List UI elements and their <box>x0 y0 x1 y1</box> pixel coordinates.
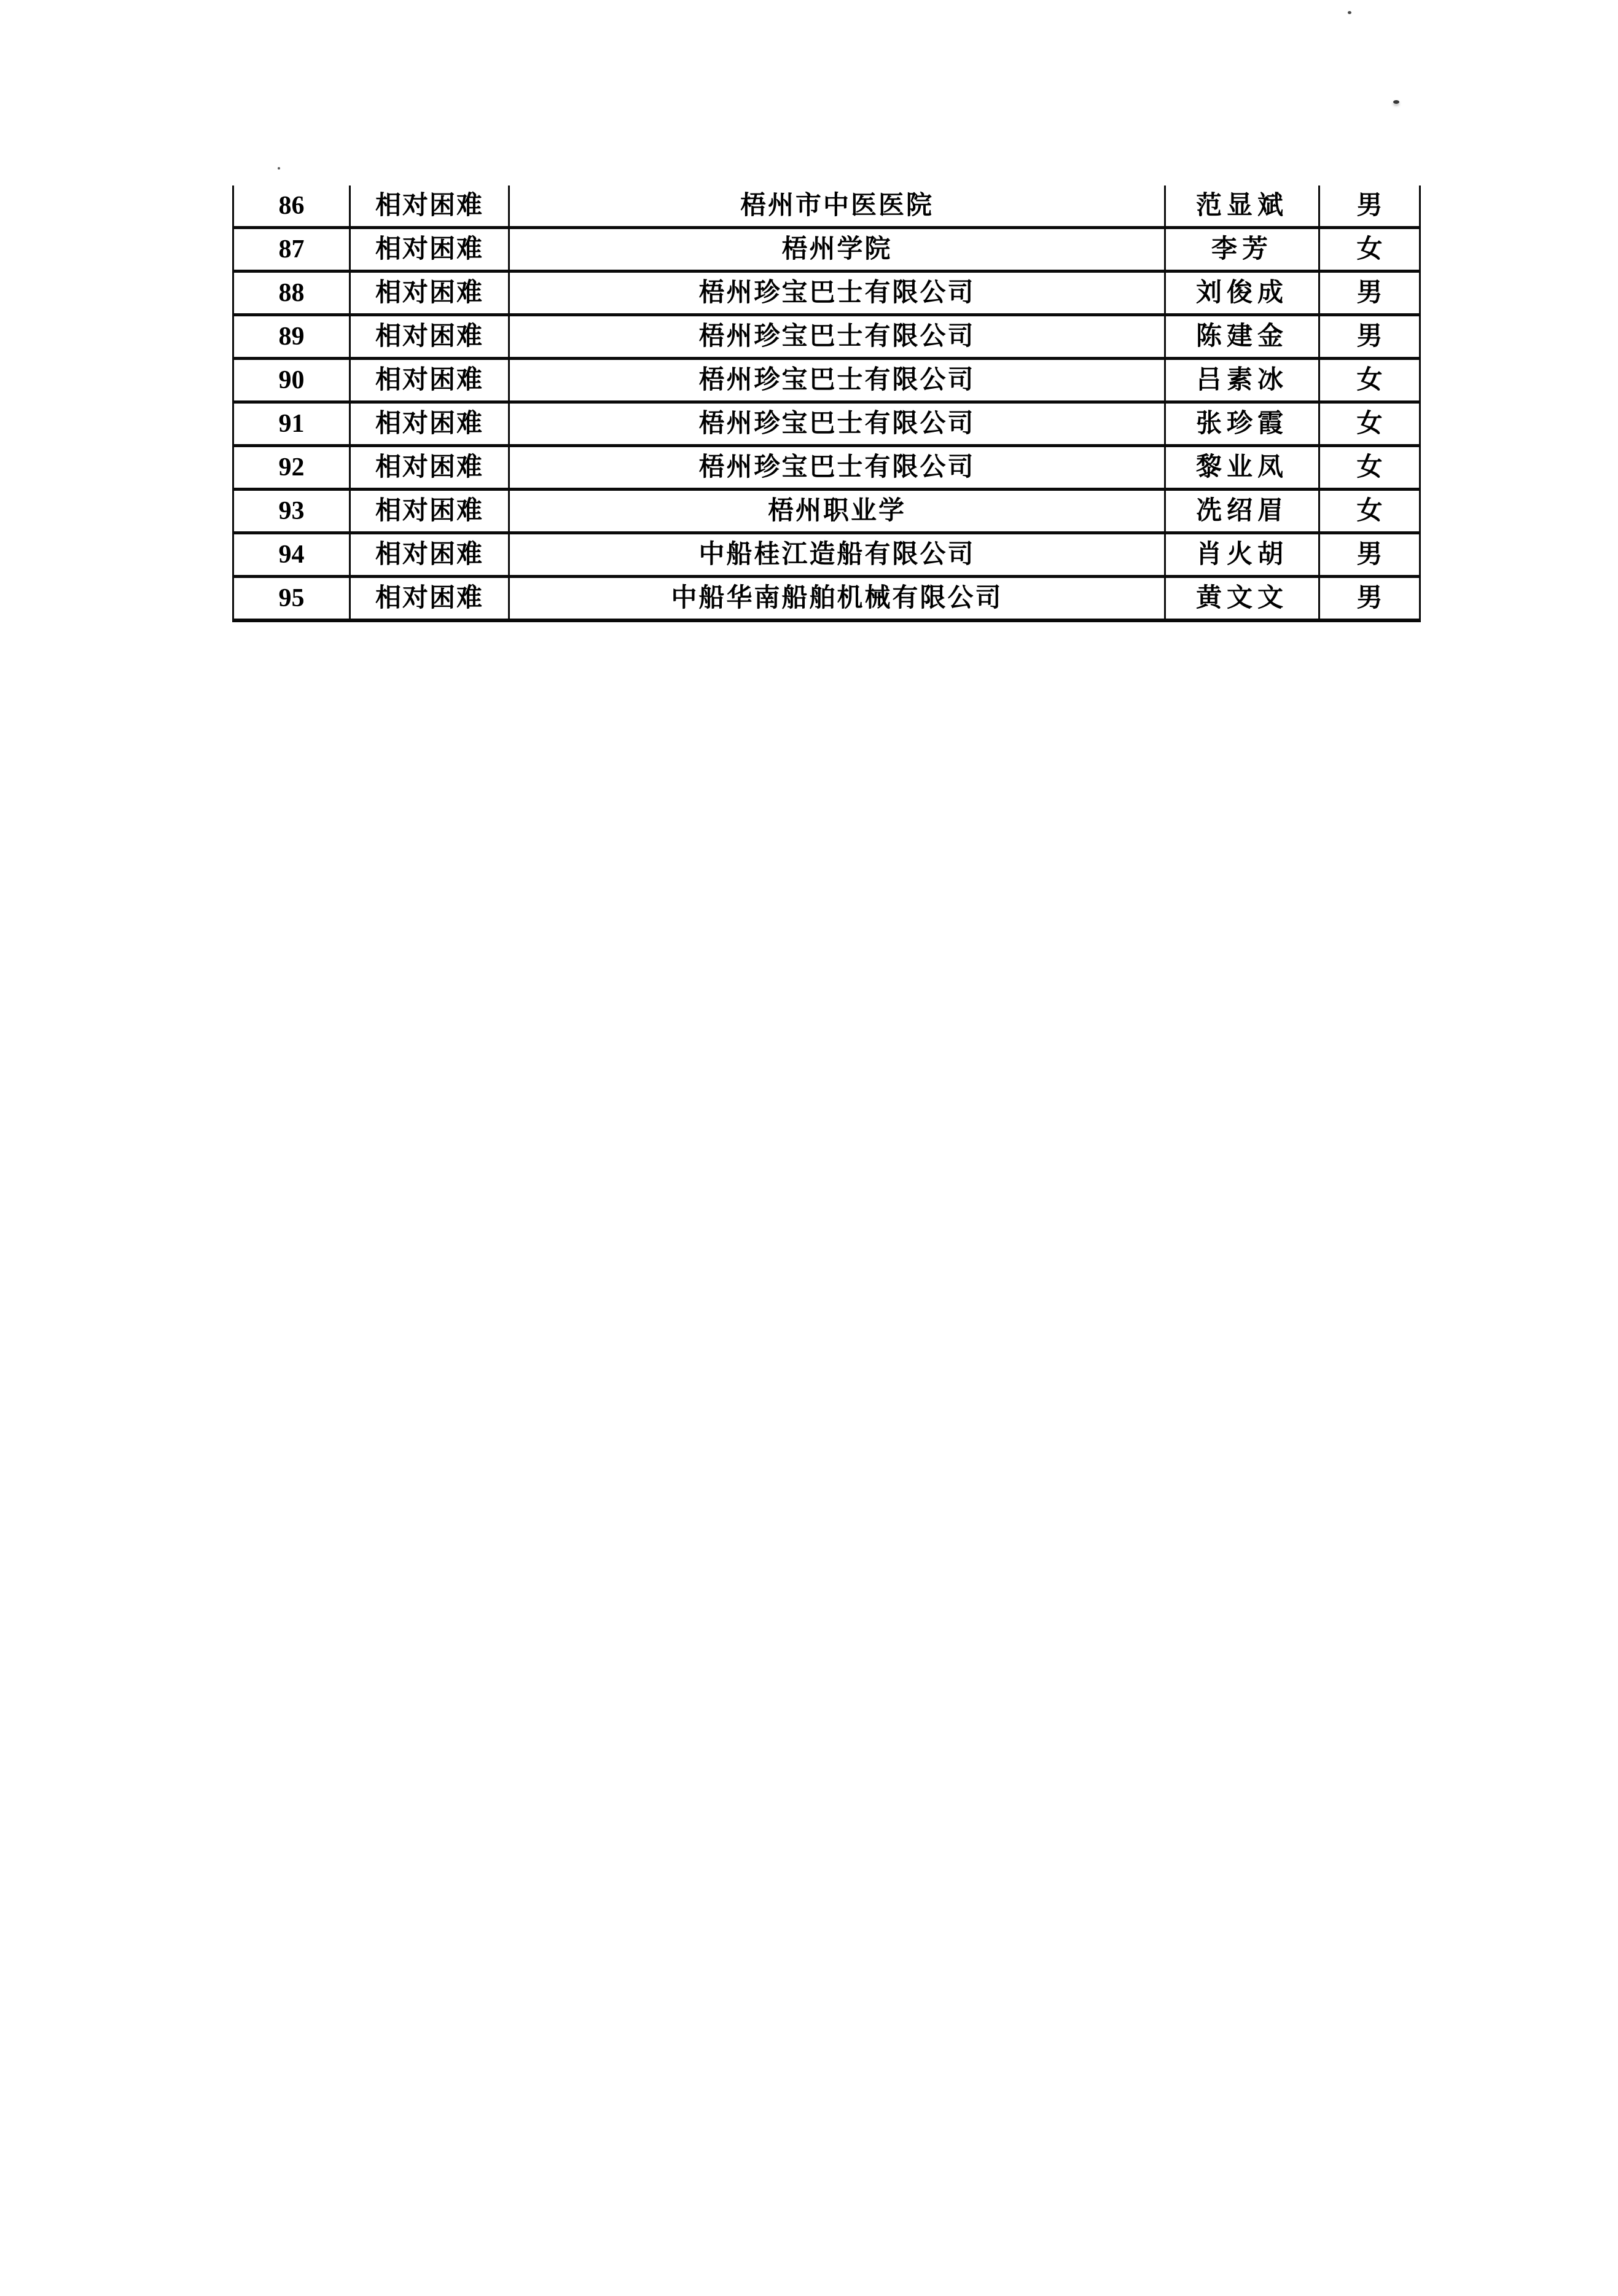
table-row <box>233 315 1420 359</box>
gender-cell: 女 <box>1319 490 1420 533</box>
organization-cell: 梧州珍宝巴士有限公司 <box>509 315 1165 359</box>
dust-speck <box>1393 100 1399 104</box>
organization-cell: 梧州珍宝巴士有限公司 <box>509 359 1165 402</box>
person-name-cell: 吕素冰 <box>1165 359 1319 402</box>
organization-cell: 梧州职业学 <box>509 490 1165 533</box>
row-number-cell: 89 <box>233 315 350 359</box>
person-name-cell: 冼绍眉 <box>1165 490 1319 533</box>
gender-cell: 女 <box>1319 359 1420 402</box>
person-name-cell: 刘俊成 <box>1165 271 1319 315</box>
person-name-cell: 张珍霞 <box>1165 402 1319 446</box>
gender-cell: 女 <box>1319 228 1420 271</box>
difficulty-category-cell: 相对困难 <box>350 533 509 577</box>
gender-cell: 女 <box>1319 402 1420 446</box>
gender-cell: 男 <box>1319 577 1420 621</box>
person-name-cell: 黎业凤 <box>1165 446 1319 490</box>
organization-cell: 梧州珍宝巴士有限公司 <box>509 402 1165 446</box>
difficulty-category-cell: 相对困难 <box>350 271 509 315</box>
organization-cell: 中船华南船舶机械有限公司 <box>509 577 1165 621</box>
person-name-cell: 陈建金 <box>1165 315 1319 359</box>
difficulty-category-cell: 相对困难 <box>350 185 509 228</box>
gender-cell: 女 <box>1319 446 1420 490</box>
organization-cell: 梧州珍宝巴士有限公司 <box>509 271 1165 315</box>
gender-cell: 男 <box>1319 271 1420 315</box>
person-name-cell: 李芳 <box>1165 228 1319 271</box>
organization-cell: 梧州市中医医院 <box>509 185 1165 228</box>
person-name-cell: 肖火胡 <box>1165 533 1319 577</box>
difficulty-category-cell: 相对困难 <box>350 446 509 490</box>
table-row <box>233 185 1420 228</box>
gender-cell: 男 <box>1319 185 1420 228</box>
organization-cell: 梧州学院 <box>509 228 1165 271</box>
row-number-cell: 93 <box>233 490 350 533</box>
difficulty-category-cell: 相对困难 <box>350 577 509 621</box>
person-name-cell: 范显斌 <box>1165 185 1319 228</box>
table-row <box>233 533 1420 577</box>
table-row <box>233 402 1420 446</box>
difficulty-category-cell: 相对困难 <box>350 402 509 446</box>
row-number-cell: 92 <box>233 446 350 490</box>
row-number-cell: 87 <box>233 228 350 271</box>
table-row <box>233 271 1420 315</box>
gender-cell: 男 <box>1319 315 1420 359</box>
difficulty-category-cell: 相对困难 <box>350 359 509 402</box>
row-number-cell: 91 <box>233 402 350 446</box>
table-row <box>233 446 1420 490</box>
row-number-cell: 90 <box>233 359 350 402</box>
row-number-cell: 86 <box>233 185 350 228</box>
table-row <box>233 577 1420 621</box>
row-number-cell: 94 <box>233 533 350 577</box>
roster-table <box>232 185 1421 622</box>
dust-speck <box>278 167 280 170</box>
row-number-cell: 88 <box>233 271 350 315</box>
dust-speck <box>1348 11 1351 14</box>
organization-cell: 梧州珍宝巴士有限公司 <box>509 446 1165 490</box>
row-number-cell: 95 <box>233 577 350 621</box>
difficulty-category-cell: 相对困难 <box>350 228 509 271</box>
table-row <box>233 359 1420 402</box>
table-row <box>233 490 1420 533</box>
difficulty-category-cell: 相对困难 <box>350 490 509 533</box>
table-row <box>233 228 1420 271</box>
person-name-cell: 黄文文 <box>1165 577 1319 621</box>
gender-cell: 男 <box>1319 533 1420 577</box>
difficulty-category-cell: 相对困难 <box>350 315 509 359</box>
roster-table-body <box>233 185 1420 620</box>
organization-cell: 中船桂江造船有限公司 <box>509 533 1165 577</box>
